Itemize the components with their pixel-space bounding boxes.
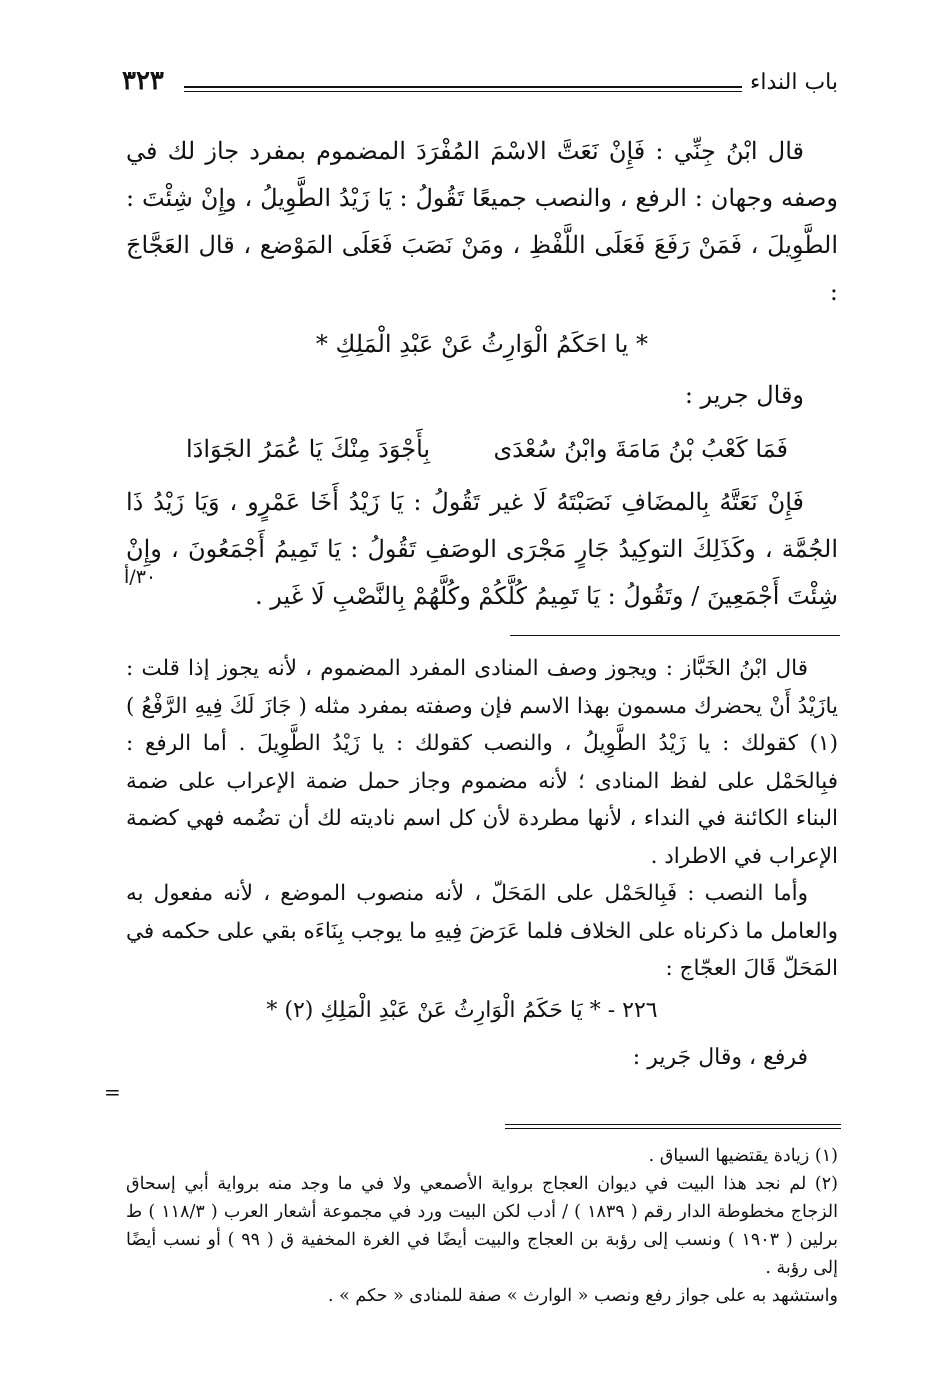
jarir-intro: وقال جرير : [684, 381, 804, 409]
main-paragraph-1: قال ابْنُ جِنِّي : فَإِنْ نَعَتَّ الاسْمَ المُفْرَدَ المضموم بمفرد جاز لك في وصفه وجهان : الرفع ، والنصب جميعًا تَقُولُ : يَا زَيْدُ الطَّوِيلُ ، وإِنْ شِئْتَ : الطَّوِيلَ ، فَمَنْ رَفَعَ فَعَلَى اللَّفْظِ ، ومَنْ نَصَبَ فَعَلَى المَوْضع ، قال العَجَّاجَ : [126, 137, 838, 306]
commentary-continuation: فرفع ، وقال جَرير : [632, 1044, 808, 1070]
commentary-text [126, 650, 838, 1082]
main-text [126, 128, 838, 620]
main-paragraph-2: فَإِنْ نَعَتَّهُ بِالمضَافِ نَصَبْتَهُ لَا غير تَقُولُ : يَا زَيْدُ أَخَا عَمْرٍو ، وَيَا زَيْدُ ذَا الجُمَّة ، وكَذَلِكَ التوكِيدُ جَارٍ مَجْرَى الوصَفِ تَقُولُ : يَا تَمِيمُ أَجْمَعُونَ ، وإِنْ شِئْتَ أَجْمَعِينَ / وتَقُولُ : يَا تَمِيمُ كُلَّكُمْ وكُلَّهُمْ بِالنَّصْبِ لَا غَير . [126, 488, 838, 610]
footnote-3: واستشهد به على جواز رفع ونصب « الوارث » صفة للمنادى « حكم » . [327, 1286, 838, 1306]
continuation-mark: = [104, 1080, 121, 1104]
poem-hemistich-left: بِأَجْوَدَ مِنْكَ يَا عُمَرُ الجَوَادَا [186, 435, 431, 463]
poem-hemistich-right: فَمَا كَعْبُ بْنُ مَامَةَ وابْنُ سُعْدَى [493, 435, 788, 463]
commentary-verse: ٢٢٦ - * يَا حَكَمُ الْوَارِثُ عَنْ عَبْدِ الْمَلِكِ (٢) * [266, 997, 658, 1023]
page-header [122, 66, 838, 104]
footnote-separator [505, 1124, 841, 1129]
poem-line [126, 419, 838, 479]
footnote-2: (٢) لم نجد هذا البيت في ديوان العجاج برواية الأصمعي ولا في ما وجد منه برواية أبي إسحاق الزجاج مخطوطة الدار رقم ( ١٨٣٩ ) / أدب لكن البيت ورد في مجموعة أشعار العرب ( ١١٨/٣ ) ط برلين ( ١٩٠٣ ) ونسب إلى رؤبة بن العجاج والبيت أيضًا في الغرة المخفية ق ( ٩٩ ) أو نسب أيضًا إلى رؤبة . [126, 1174, 838, 1278]
folio-margin-note: ٣٠/أ [124, 566, 157, 588]
commentary-paragraph-1: قال ابْنُ الخَبَّاز : ويجوز وصف المنادى المفرد المضموم ، لأنه يجوز إذا قلت : يازَيْدُ أَنْ يحضرك مسمون بهذا الاسم فإن وصفته بمفرد مثله ( جَازَ لَكَ فِيهِ الرَّفْعُ ) (١) كقولك : يا زَيْدُ الطَّوِيلُ ، والنصب كقولك : يا زَيْدُ الطَّوِيلَ . أما الرفع : فبِالحَمْل على لفظ المنادى ؛ لأنه مضموم وجاز حمل ضمة الإعراب على ضمة البناء الكائنة في النداء ، لأنها مطردة لأن كل اسم ناديته لك أن تضُمه فهي كضمة الإعراب في الاطراد . [126, 656, 838, 869]
commentary-paragraph-2: وأما النصب : فَبِالحَمْل على المَحَلّ ، لأنه منصوب الموضع ، لأنه مفعول به والعامل ما ذكرناه على الخلاف فلما عَرَضَ فِيهِ ما يوجب بِنَاءَه بقي على حكمه في المَحَلّ قَالَ العجّاج : [126, 881, 838, 981]
footnotes [126, 1142, 838, 1310]
header-rule [184, 86, 742, 92]
main-verse: * يا احَكَمُ الْوَارِثُ عَنْ عَبْدِ الْمَلِكِ * [315, 330, 649, 358]
commentary-separator [510, 635, 840, 636]
chapter-title: باب النداء [750, 70, 838, 95]
footnote-1: (١) زيادة يقتضيها السياق . [648, 1146, 838, 1166]
page-number: ٣٢٣ [122, 66, 164, 96]
